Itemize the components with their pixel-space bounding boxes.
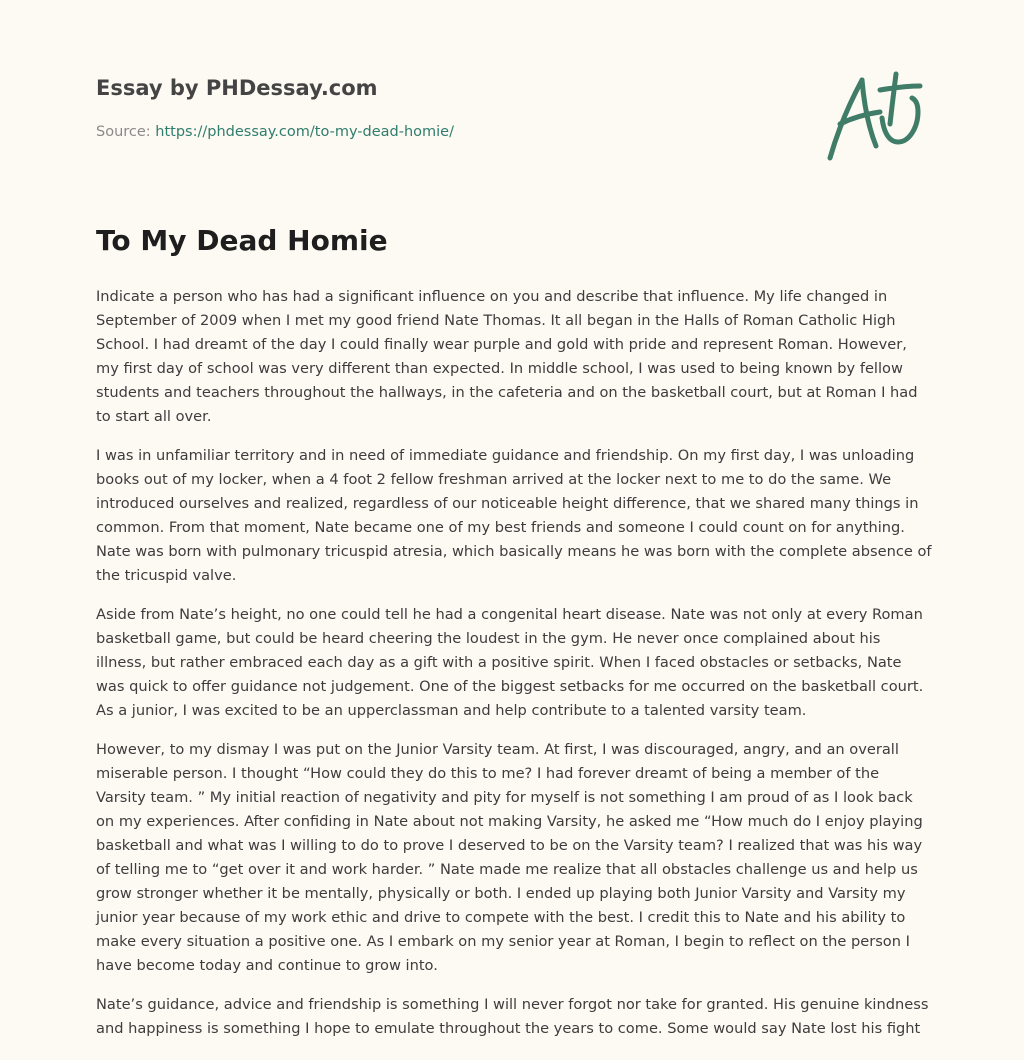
site-title: Essay by PHDessay.com <box>96 76 378 100</box>
essay-paragraph-4: However, to my dismay I was put on the Junior Varsity team. At first, I was discouraged, angry, and an overall miserable person. I thought “How could they do this to me? I had forever dreamt of being a member of the Varsity team. ” My initial reaction of negativity and pity for myself is not something I am proud of as I look back on my experiences. After confiding in Nate about not making Varsity, he asked me “How much do I enjoy playing basketball and what was I willing to do to prove I deserved to be on the Varsity team? I realized that was his way of telling me to “get over it and work harder. ” Nate made me realize that all obstacles challenge us and help us grow stronger whether it be mentally, physically or both. I ended up playing both Junior Varsity and Varsity my junior year because of my work ethic and drive to compete with the best. I credit this to Nate and his ability to make every situation a positive one. As I embark on my senior year at Roman, I begin to reflect on the person I have become today and continue to grow into. <box>96 741 923 974</box>
a-plus-logo-icon <box>826 68 926 164</box>
source-line <box>96 124 454 140</box>
essay-title: To My Dead Homie <box>96 224 388 257</box>
essay-paragraph-2: I was in unfamiliar territory and in need of immediate guidance and friendship. On my first day, I was unloading books out of my locker, when a 4 foot 2 fellow freshman arrived at the locker next to me to do the same. We introduced ourselves and realized, regardless of our noticeable height difference, that we shared many things in common. From that moment, Nate became one of my best friends and someone I could count on for anything. Nate was born with pulmonary tricuspid atresia, which basically means he was born with the complete absence of the tricuspid valve. <box>96 447 932 584</box>
essay-paragraph-1: Indicate a person who has had a significant influence on you and describe that influence. My life changed in September of 2009 when I met my good friend Nate Thomas. It all began in the Halls of Roman Catholic High School. I had dreamt of the day I could finally wear purple and gold with pride and represent Roman. However, my first day of school was very different than expected. In middle school, I was used to being known by fellow students and teachers throughout the hallways, in the cafeteria and on the basketball court, but at Roman I had to start all over. <box>96 288 918 425</box>
source-label: Source: <box>96 124 151 140</box>
source-link[interactable]: https://phdessay.com/to-my-dead-homie/ <box>155 124 454 140</box>
essay-paragraph-3: Aside from Nate’s height, no one could tell he had a congenital heart disease. Nate was not only at every Roman basketball game, but could be heard cheering the loudest in the gym. He never once complained about his illness, but rather embraced each day as a gift with a positive spirit. When I faced obstacles or setbacks, Nate was quick to offer guidance not judgement. One of the biggest setbacks for me occurred on the basketball court. As a junior, I was excited to be an upperclassman and help contribute to a talented varsity team. <box>96 606 924 719</box>
essay-paragraph-5: Nate’s guidance, advice and friendship is something I will never forgot nor take for granted. His genuine kindness and happiness is something I hope to emulate throughout the years to come. Some would say Nate lost his fight <box>96 996 929 1037</box>
essay-body <box>96 285 932 1056</box>
